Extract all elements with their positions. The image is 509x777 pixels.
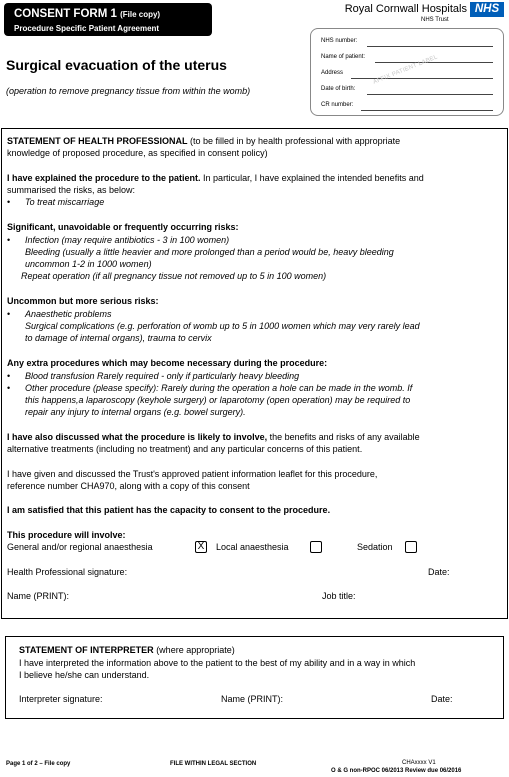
involve-heading: This procedure will involve: bbox=[7, 530, 126, 540]
hp-name-label: Name (PRINT): bbox=[7, 591, 70, 601]
footer-reference: O & G non-RPOC 06/2013 Review due 06/2016 bbox=[331, 768, 462, 774]
extra-procedure-item: this happens,a laparoscopy (keyhole surgery) or laparotomy (open operation) may be required to bbox=[25, 395, 411, 405]
leaflet-line-1: I have given and discussed the Trust's approved patient information leaflet for this procedure, bbox=[7, 469, 378, 479]
interpreter-section bbox=[5, 636, 504, 719]
hp-job-title-label: Job title: bbox=[322, 591, 356, 601]
hp-heading-note-2: knowledge of proposed procedure, as specified in consent policy) bbox=[7, 148, 268, 158]
trust-name: NHS Trust bbox=[421, 17, 449, 23]
sedation-label: Sedation bbox=[357, 542, 393, 552]
patient-name-field[interactable] bbox=[375, 62, 493, 63]
interpreter-date-label: Date: bbox=[431, 694, 453, 704]
uncommon-risks-heading: Uncommon but more serious risks: bbox=[7, 296, 159, 306]
discussed-line-2: alternative treatments (including no treatment) and any particular concerns of this patient. bbox=[7, 444, 363, 454]
procedure-title: Surgical evacuation of the uterus bbox=[6, 57, 227, 73]
capacity-statement: I am satisfied that this patient has the capacity to consent to the procedure. bbox=[7, 505, 331, 515]
hp-heading: STATEMENT OF HEALTH PROFESSIONAL bbox=[7, 136, 188, 146]
form-subtitle: Procedure Specific Patient Agreement bbox=[14, 24, 160, 33]
interpreter-heading: STATEMENT OF INTERPRETER bbox=[19, 645, 154, 655]
extra-procedures-heading: Any extra procedures which may become necessary during the procedure: bbox=[7, 358, 328, 368]
bullet-icon: • bbox=[7, 197, 11, 207]
cr-number-label: CR number: bbox=[321, 102, 354, 108]
address-label: Address bbox=[321, 70, 344, 76]
general-anaesthesia-label: General and/or regional anaesthesia bbox=[7, 542, 153, 552]
extra-procedure-item: Other procedure (please specify): Rarely during the operation a hole can be made in the womb. If bbox=[25, 383, 413, 393]
organisation-name: Royal Cornwall Hospitals bbox=[344, 3, 467, 15]
local-anaesthesia-label: Local anaesthesia bbox=[216, 542, 289, 552]
nhs-number-field[interactable] bbox=[367, 46, 493, 47]
bullet-icon: • bbox=[7, 371, 11, 381]
risk-item: Bleeding (usually a little heavier and more prolonged than a period would be, heavy bleeding bbox=[25, 247, 394, 257]
form-title: CONSENT FORM 1 bbox=[14, 8, 117, 20]
explained-line-2: summarised the risks, as below: bbox=[7, 185, 136, 195]
explained-bold: I have explained the procedure to the patient. bbox=[7, 173, 201, 183]
explained-rest: In particular, I have explained the intended benefits and bbox=[200, 173, 424, 183]
procedure-description: (operation to remove pregnancy tissue from within the womb) bbox=[6, 86, 251, 96]
uncommon-risk-item: Surgical complications (e.g. perforation of womb up to 5 in 1000 women which may very rarely lead bbox=[25, 321, 420, 331]
risk-item: Infection (may require antibiotics - 3 in 100 women) bbox=[25, 235, 230, 245]
hp-date-label: Date: bbox=[428, 567, 450, 577]
footer-filing-note: FILE WITHIN LEGAL SECTION bbox=[170, 761, 257, 767]
uncommon-risk-item: to damage of internal organs), trauma to cervix bbox=[25, 333, 212, 343]
footer-version: CHAxxxx V1 bbox=[402, 760, 436, 766]
footer-page-number: Page 1 of 2 – File copy bbox=[6, 761, 71, 767]
dob-label: Date of birth: bbox=[321, 86, 356, 92]
risks-heading: Significant, unavoidable or frequently occurring risks: bbox=[7, 222, 239, 232]
form-copy-note: (File copy) bbox=[120, 10, 161, 19]
nhs-number-label: NHS number: bbox=[321, 38, 358, 44]
dob-field[interactable] bbox=[367, 94, 493, 95]
patient-name-label: Name of patient: bbox=[321, 54, 366, 60]
extra-procedure-item: Blood transfusion Rarely required - only if particularly heavy bleeding bbox=[25, 371, 300, 381]
nhs-logo: NHS bbox=[470, 2, 504, 17]
interpreter-text-1: I have interpreted the information above to the patient to the best of my ability and in a way in which bbox=[19, 658, 416, 668]
bullet-icon: • bbox=[7, 309, 11, 319]
risk-item: Repeat operation (if all pregnancy tissue not removed up to 5 in 100 women) bbox=[21, 271, 327, 281]
general-anaesthesia-checkbox[interactable]: X bbox=[195, 541, 207, 553]
interpreter-name-label: Name (PRINT): bbox=[221, 694, 284, 704]
form-header bbox=[4, 3, 212, 36]
hp-signature-label: Health Professional signature: bbox=[7, 567, 128, 577]
leaflet-line-2: reference number CHA970, along with a copy of this consent bbox=[7, 481, 250, 491]
bullet-icon: • bbox=[7, 383, 11, 393]
bullet-icon: • bbox=[7, 235, 11, 245]
patient-label-box[interactable] bbox=[310, 28, 504, 116]
cr-number-field[interactable] bbox=[361, 110, 493, 111]
extra-procedure-item: repair any injury to internal organs (e.g. bowel surgery). bbox=[25, 407, 246, 417]
risk-item: uncommon 1-2 in 1000 women) bbox=[25, 259, 152, 269]
discussed-rest: the benefits and risks of any available bbox=[267, 432, 420, 442]
health-professional-section bbox=[1, 128, 508, 619]
intended-benefit: To treat miscarriage bbox=[25, 197, 105, 207]
affix-label-watermark: AFFIX PATIENT LABEL bbox=[372, 54, 439, 86]
local-anaesthesia-checkbox[interactable] bbox=[310, 541, 322, 553]
interpreter-signature-label: Interpreter signature: bbox=[19, 694, 103, 704]
uncommon-risk-item: Anaesthetic problems bbox=[25, 309, 112, 319]
hp-heading-note-1: (to be filled in by health professional with appropriate bbox=[190, 136, 401, 146]
interpreter-text-2: I believe he/she can understand. bbox=[19, 670, 150, 680]
sedation-checkbox[interactable] bbox=[405, 541, 417, 553]
interpreter-heading-note: (where appropriate) bbox=[156, 645, 235, 655]
discussed-bold: I have also discussed what the procedure is likely to involve, bbox=[7, 432, 268, 442]
